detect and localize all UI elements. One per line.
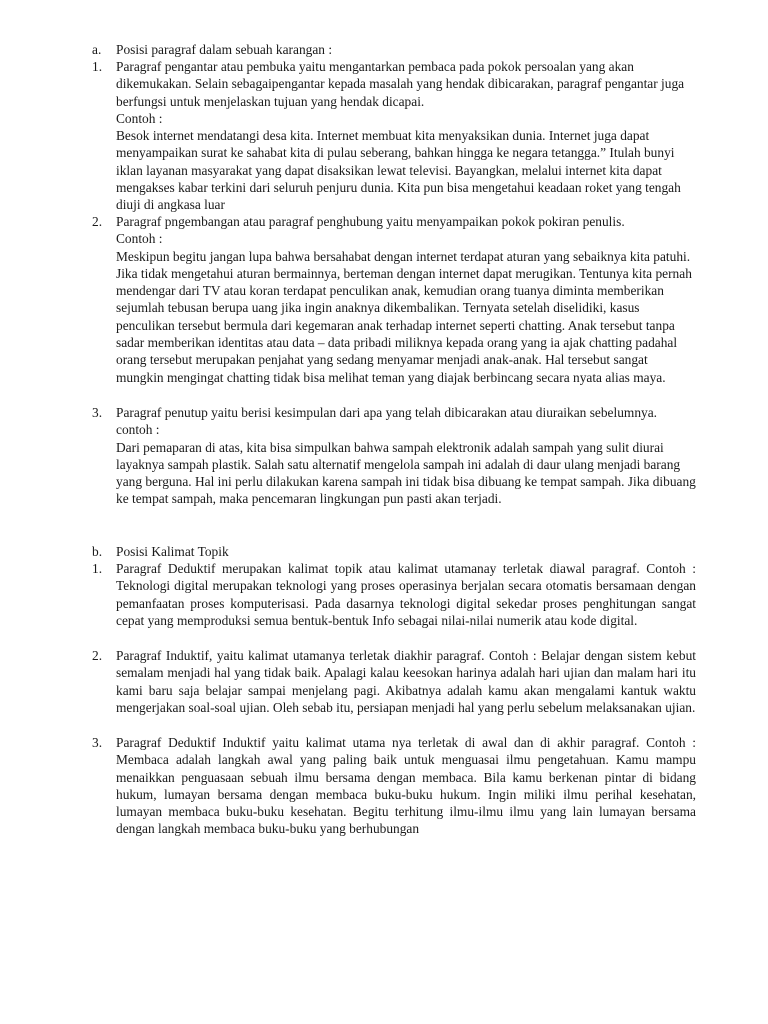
list-marker: 2. xyxy=(92,214,103,229)
list-marker: 2. xyxy=(92,648,103,663)
paragraph-text: Paragraf Deduktif merupakan kalimat topik atau kalimat utamanay terletak diawal paragraf. Contoh : Teknologi digital merupakan teknologi yang proses operasinya berjalan secara otomatis bersamaan dengan pemanfaatan proses komputerisasi. Pada dasarnya teknologi digital sekedar proses penghitungan sangat cepat yang memproduksi semua bentuk-bentuk Info sebagai nilai-nilai numerik atau kode digital. xyxy=(116,561,696,628)
example-text: Besok internet mendatangi desa kita. Internet membuat kita menyaksikan dunia. Internet juga dapat menyampaikan surat ke sahabat kita di pulau seberang, bahkan hingga ke negara tetangga.” Itulah bunyi iklan layanan masyarakat yang dapat disaksikan lewat televisi. Bayangkan, melalui internet kita dapat mengakses kabar terkini dari seluruh penjuru dunia. Kita pun bisa mengetahui keadaan roket yang tengah diuji di angkasa luar xyxy=(116,128,681,213)
paragraph-definition: Paragraf pngembangan atau paragraf penghubung yaitu menyampaikan pokok pokiran penulis. xyxy=(116,214,625,229)
section-a-item-3 xyxy=(92,404,696,508)
section-b-heading xyxy=(92,543,696,560)
paragraph-text: Paragraf Deduktif Induktif yaitu kalimat utama nya terletak di awal dan di akhir paragraf. Contoh : Membaca adalah langkah awal yang paling baik untuk menguasai ilmu pengetahuan. Kamu mampu menaikkan penguasaan sebuah ilmu bersama dengan membaca. Bila kamu berkenan pintar di bidang hukum, lumayan bersama dengan membaca buku-buku hukum. Ingin miliki ilmu perihal kesehatan, lumayan membaca buku-buku kesehatan. Begitu terhitung ilmu-ilmu ilmu yang lain lumayan bersama dengan langkah membaca buku-buku yang berhubungan xyxy=(116,735,696,837)
section-a-item-1 xyxy=(92,58,696,214)
list-marker: 3. xyxy=(92,405,103,420)
paragraph-text: Paragraf Induktif, yaitu kalimat utamanya terletak diakhir paragraf. Contoh : Belajar dengan sistem kebut semalam menjadi hal yang tidak baik. Apalagi kalau keesokan harinya adalah hari ujian dan malam hari itu kami baru saja belajar sampai menjelang pagi. Akibatnya adalah kamu akan mengalami kantuk waktu mengerjakan soal-soal ujian. Oleh sebab itu, persiapan menjadi hal yang perlu sebelum melaksanakan ujian. xyxy=(116,648,696,715)
section-b-marker: b. xyxy=(92,544,103,559)
section-b-title: Posisi Kalimat Topik xyxy=(116,544,229,559)
list-marker: 3. xyxy=(92,735,103,750)
example-text: Dari pemaparan di atas, kita bisa simpulkan bahwa sampah elektronik adalah sampah yang sulit diurai layaknya sampah plastik. Salah satu alternatif mengelola sampah ini adalah di daur ulang menjadi barang yang berguna. Hal ini perlu dilakukan karena sampah ini tidak bisa dibuang ke tempat sampah. Jika dibuang ke tempat sampah, maka pencemaran lingkungan pun pasti akan terjadi. xyxy=(116,439,696,507)
section-a-item-2 xyxy=(92,213,696,386)
list-marker: 1. xyxy=(92,561,103,576)
section-b-item-3 xyxy=(92,734,696,838)
list-marker: 1. xyxy=(92,59,103,74)
section-a-marker: a. xyxy=(92,42,102,57)
section-b-item-2 xyxy=(92,647,696,716)
example-text: Meskipun begitu jangan lupa bahwa bersahabat dengan internet terdapat aturan yang sebaiknya kita patuhi. Jika tidak mengetahui aturan bermainnya, berteman dengan internet dapat merugikan. Tentunya kita pernah mendengar dari TV atau koran terdapat penculikan anak, kemudian orang tuanya diminta memberikan sejumlah tebusan berupa uang jika ingin anaknya dikembalikan. Ternyata setelah diselidiki, kasus penculikan tersebut bermula dari kegemaran anak terhadap internet seperti chatting. Anak tersebut tanpa sadar memberikan identitas atau data – data pribadi miliknya kepada orang yang ia ajak chatting padahal orang tersebut merupakan penjahat yang sedang menyamar menjadi anak-anak. Hal tersebut sangat mungkin mengingat chatting tidak bisa melihat teman yang diajak berbincang secara nyata alias maya. xyxy=(116,248,692,385)
example-label: Contoh : xyxy=(116,231,163,247)
paragraph-definition: Paragraf pengantar atau pembuka yaitu mengantarkan pembaca pada pokok persoalan yang akan dikemukakan. Selain sebagaipengantar kepada masalah yang hendak dibicarakan, paragraf pengantar juga berfungsi untuk menjelaskan tujuan yang hendak dicapai. xyxy=(116,59,685,109)
paragraph-definition: Paragraf penutup yaitu berisi kesimpulan dari apa yang telah dibicarakan atau diuraikan sebelumnya. xyxy=(116,405,658,420)
section-a-heading xyxy=(92,41,696,58)
example-label: Contoh : xyxy=(116,110,163,126)
example-label: contoh : xyxy=(116,422,160,438)
section-a-title: Posisi paragraf dalam sebuah karangan : xyxy=(116,42,333,57)
section-b-item-1 xyxy=(92,560,696,629)
